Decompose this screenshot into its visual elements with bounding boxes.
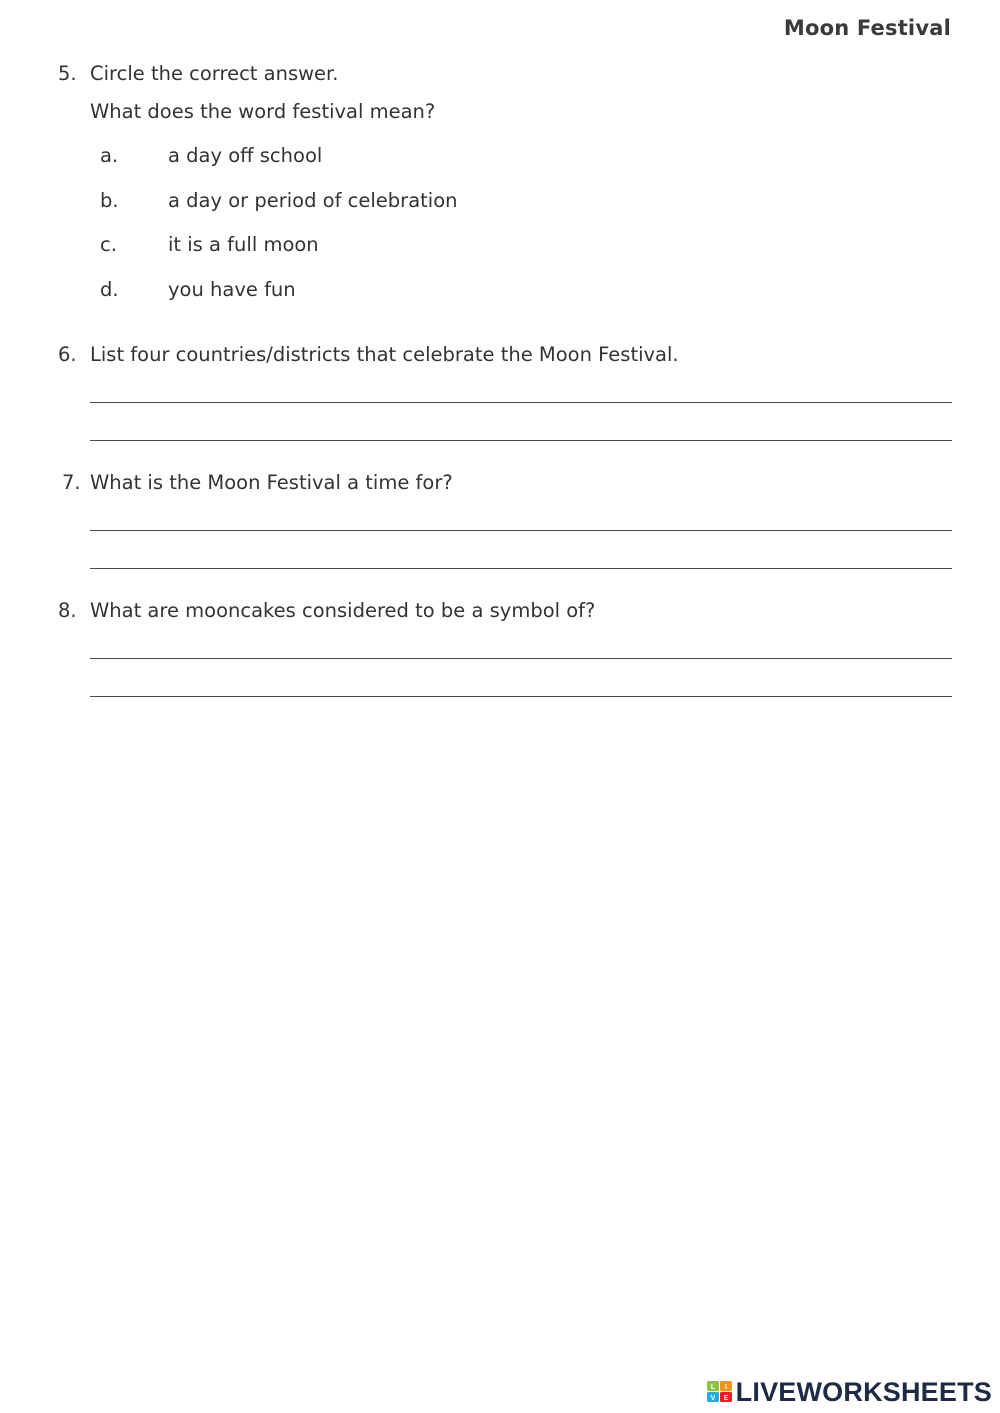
liveworksheets-brand[interactable] bbox=[707, 1377, 992, 1407]
svg-text:I: I bbox=[724, 1384, 727, 1391]
question-number: 5. bbox=[58, 62, 77, 85]
answer-line[interactable] bbox=[90, 696, 952, 697]
option-d[interactable] bbox=[0, 275, 1000, 305]
question-subtext: What does the word festival mean? bbox=[90, 100, 436, 123]
question-number: 8. bbox=[58, 599, 77, 622]
question-number: 6. bbox=[58, 343, 77, 366]
question-7 bbox=[0, 468, 1000, 498]
answer-line[interactable] bbox=[90, 568, 952, 569]
option-letter: c. bbox=[100, 233, 117, 256]
question-5-prompt bbox=[0, 97, 1000, 127]
answer-line[interactable] bbox=[90, 530, 952, 531]
worksheet-title: Moon Festival bbox=[783, 16, 951, 40]
option-text[interactable]: it is a full moon bbox=[168, 233, 319, 256]
question-6 bbox=[0, 340, 1000, 370]
svg-text:E: E bbox=[723, 1395, 729, 1402]
option-text[interactable]: a day off school bbox=[168, 144, 323, 167]
answer-line[interactable] bbox=[90, 402, 952, 403]
answer-line[interactable] bbox=[90, 440, 952, 441]
option-letter: b. bbox=[100, 189, 119, 212]
option-c[interactable] bbox=[0, 230, 1000, 260]
question-text: What is the Moon Festival a time for? bbox=[90, 471, 453, 494]
question-5 bbox=[0, 59, 1000, 89]
question-text: Circle the correct answer. bbox=[90, 62, 339, 85]
question-8 bbox=[0, 596, 1000, 626]
question-text: What are mooncakes considered to be a symbol of? bbox=[90, 599, 596, 622]
answer-line[interactable] bbox=[90, 658, 952, 659]
option-b[interactable] bbox=[0, 186, 1000, 216]
liveworksheets-logo-icon bbox=[707, 1381, 733, 1403]
svg-text:V: V bbox=[710, 1395, 716, 1402]
option-text[interactable]: a day or period of celebration bbox=[168, 189, 458, 212]
svg-text:L: L bbox=[710, 1384, 715, 1391]
option-letter: d. bbox=[100, 278, 119, 301]
option-a[interactable] bbox=[0, 141, 1000, 171]
question-number: 7. bbox=[62, 471, 81, 494]
option-text[interactable]: you have fun bbox=[168, 278, 296, 301]
option-letter: a. bbox=[100, 144, 119, 167]
brand-text: LIVEWORKSHEETS bbox=[735, 1377, 992, 1407]
question-text: List four countries/districts that celebrate the Moon Festival. bbox=[90, 343, 679, 366]
